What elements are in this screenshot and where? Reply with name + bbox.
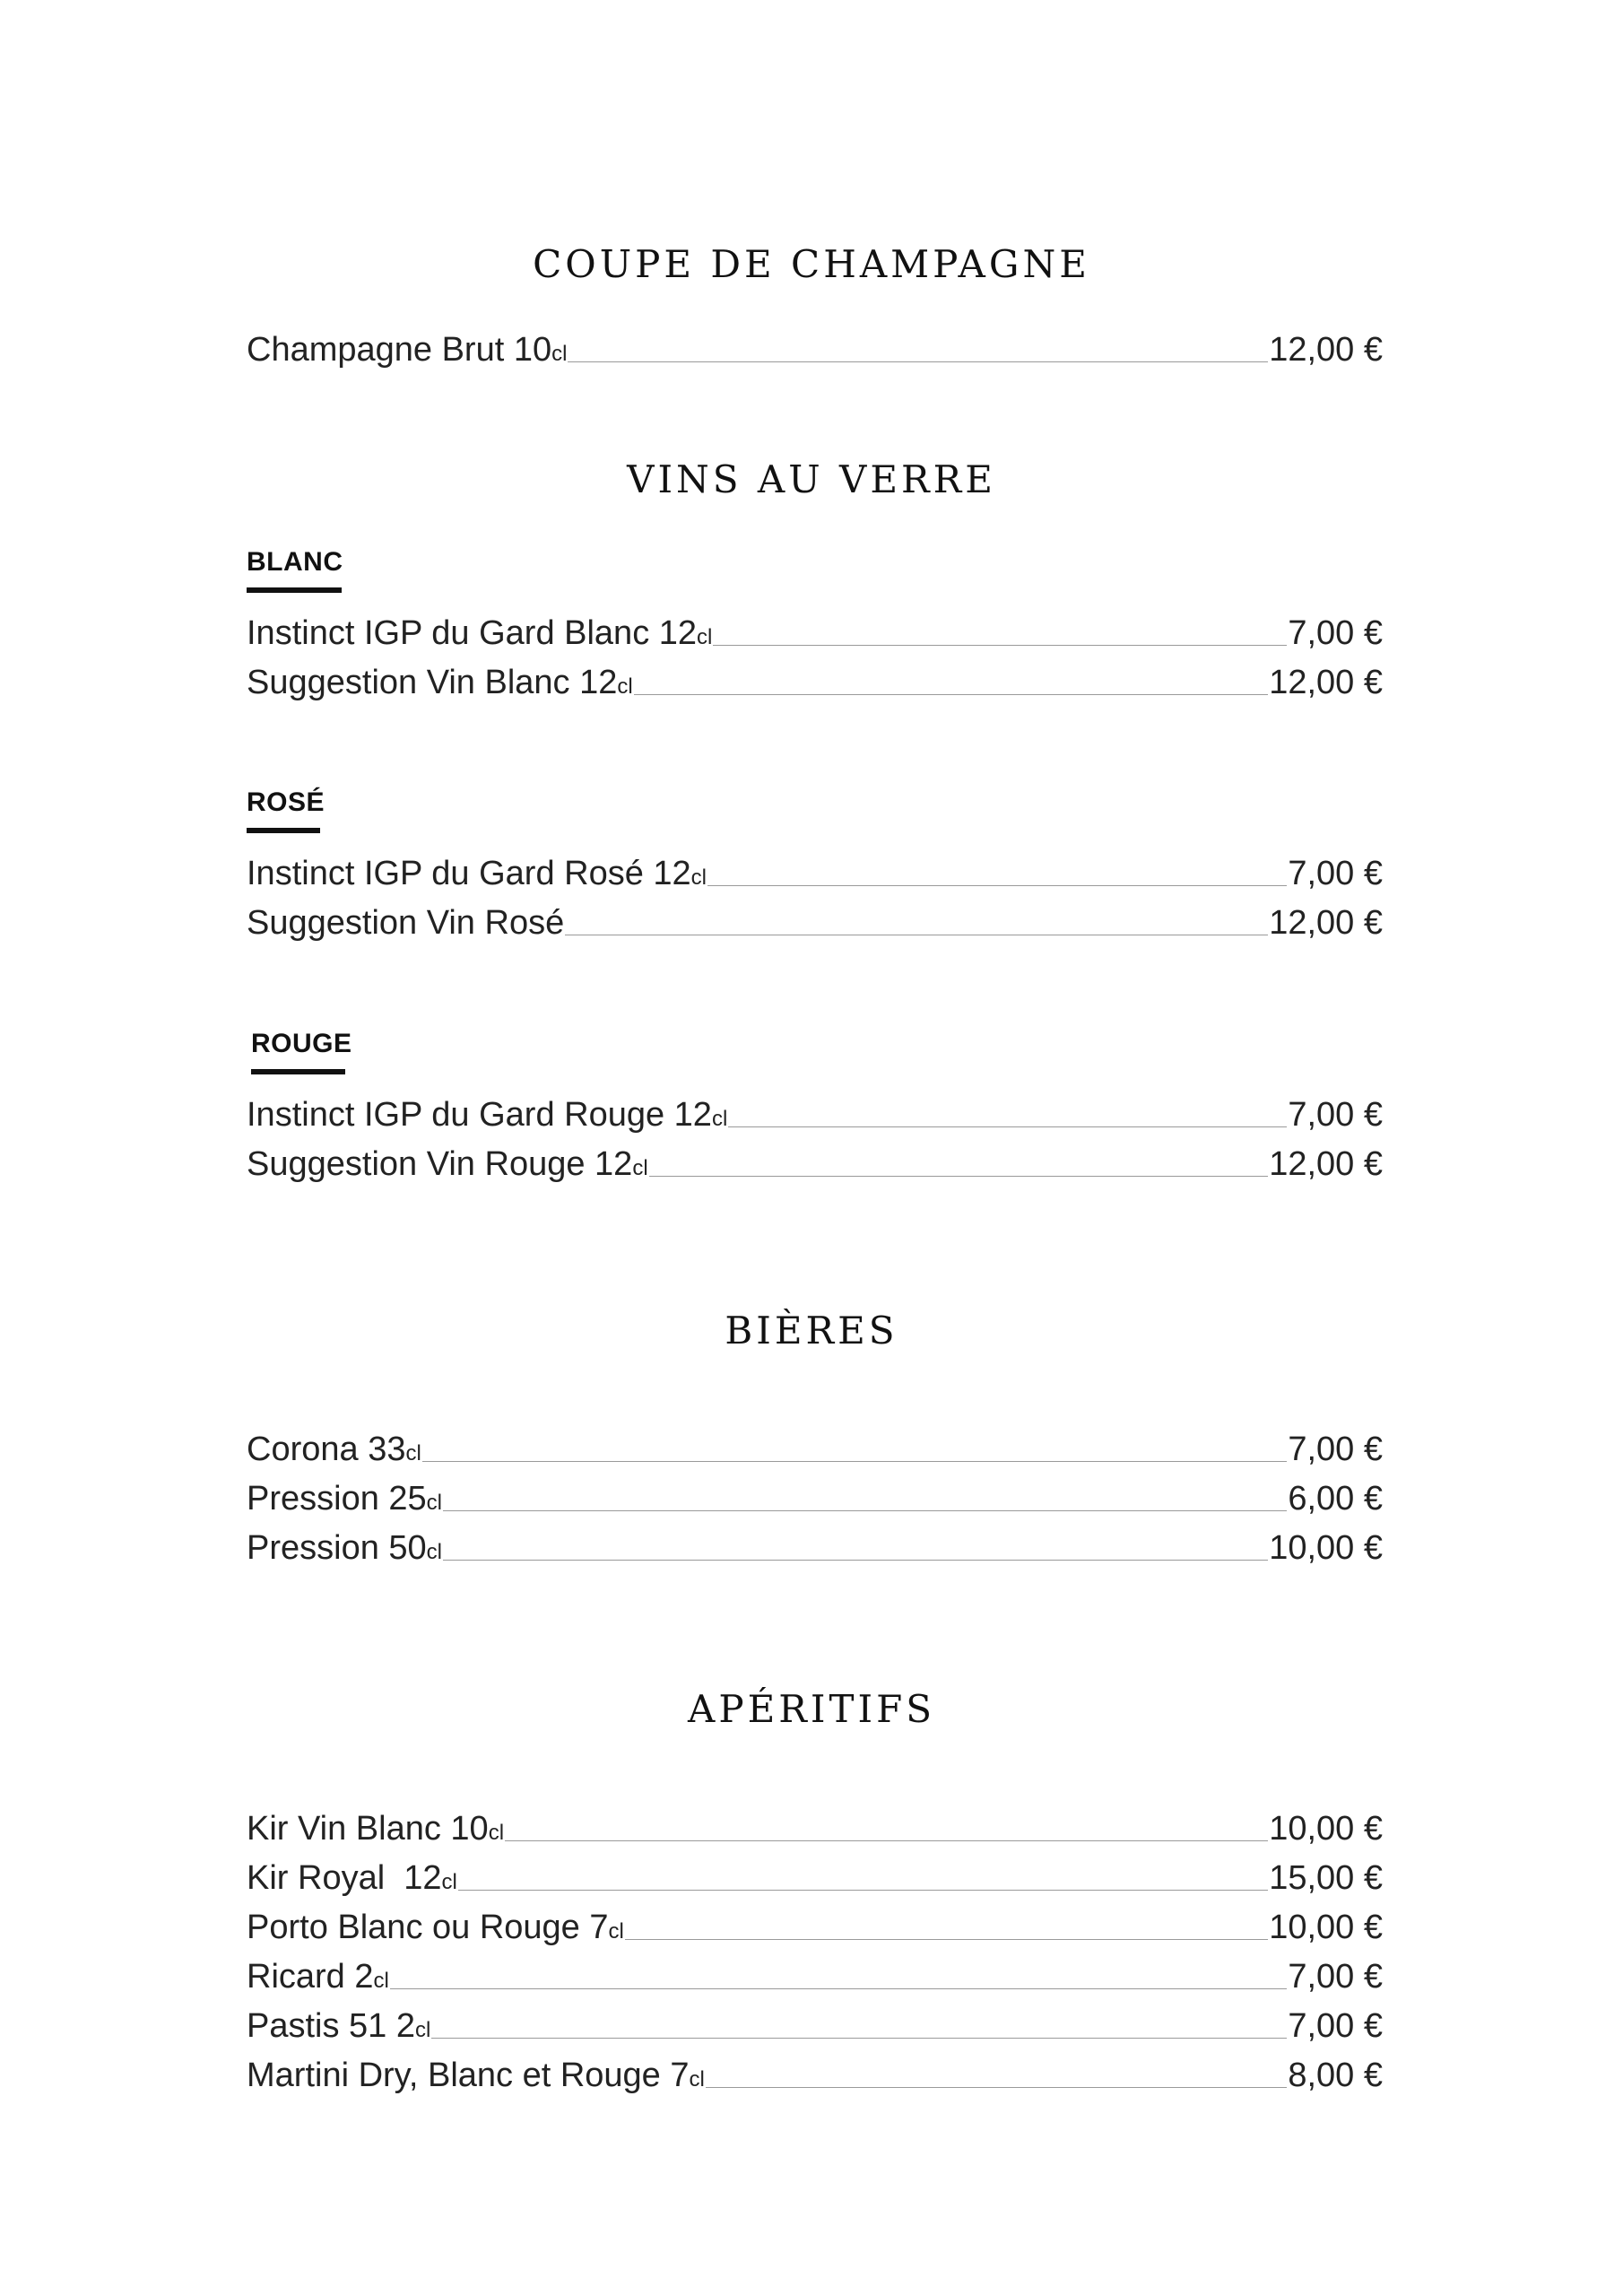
item-unit: cl bbox=[426, 1540, 443, 1564]
dot-leader bbox=[443, 1559, 1268, 1561]
item-unit: cl bbox=[689, 2067, 705, 2092]
dot-leader bbox=[707, 884, 1287, 886]
item-price: 10,00 € bbox=[1269, 1810, 1383, 1848]
category-label-rose: ROSÉ bbox=[247, 787, 325, 817]
menu-row bbox=[247, 1805, 1383, 1852]
menu-row bbox=[247, 1855, 1383, 1901]
item-unit: cl bbox=[632, 1156, 648, 1180]
item-unit: cl bbox=[608, 1919, 624, 1944]
category-label-rouge: ROUGE bbox=[251, 1029, 352, 1058]
menu-row bbox=[247, 610, 1383, 657]
item-unit: cl bbox=[441, 1870, 457, 1894]
menu-row bbox=[247, 900, 1383, 946]
item-name: Suggestion Vin Blanc 12 bbox=[247, 664, 618, 701]
category-label-blanc: BLANC bbox=[247, 547, 343, 577]
item-unit: cl bbox=[415, 2018, 431, 2042]
item-unit: cl bbox=[617, 674, 633, 699]
item-name: Suggestion Vin Rosé bbox=[247, 904, 565, 942]
dot-leader bbox=[458, 1889, 1268, 1891]
item-name: Pression 25 bbox=[247, 1480, 427, 1518]
dot-leader bbox=[625, 1938, 1268, 1940]
category-underline bbox=[247, 828, 320, 833]
item-unit: cl bbox=[697, 625, 713, 649]
item-name: Porto Blanc ou Rouge 7 bbox=[247, 1909, 609, 1946]
item-price: 8,00 € bbox=[1288, 2057, 1383, 2094]
section-title-aperitifs: APÉRITIFS bbox=[688, 1687, 935, 1731]
item-name: Instinct IGP du Gard Blanc 12 bbox=[247, 614, 698, 652]
item-unit: cl bbox=[711, 1107, 728, 1131]
item-price: 7,00 € bbox=[1288, 2007, 1383, 2045]
menu-row bbox=[247, 1141, 1383, 1187]
item-name: Pastis 51 2 bbox=[247, 2007, 415, 2045]
dot-leader bbox=[422, 1460, 1288, 1462]
item-price: 12,00 € bbox=[1269, 1145, 1383, 1183]
menu-row bbox=[247, 659, 1383, 706]
dot-leader bbox=[443, 1509, 1287, 1511]
section-title-vins: VINS AU VERRE bbox=[627, 457, 996, 501]
dot-leader bbox=[565, 934, 1268, 935]
item-price: 7,00 € bbox=[1288, 855, 1383, 892]
dot-leader bbox=[568, 361, 1268, 362]
menu-row bbox=[247, 1953, 1383, 2000]
item-price: 12,00 € bbox=[1269, 664, 1383, 701]
menu-row bbox=[247, 850, 1383, 897]
menu-row bbox=[247, 1904, 1383, 1951]
item-name: Champagne Brut 10 bbox=[247, 331, 552, 369]
menu-row bbox=[247, 1475, 1383, 1522]
menu-row bbox=[247, 2052, 1383, 2099]
item-name: Pression 50 bbox=[247, 1529, 427, 1567]
item-price: 7,00 € bbox=[1288, 1431, 1383, 1468]
item-name: Ricard 2 bbox=[247, 1958, 374, 1996]
dot-leader bbox=[706, 2086, 1288, 2088]
dot-leader bbox=[649, 1175, 1269, 1177]
category-underline bbox=[251, 1069, 345, 1074]
dot-leader bbox=[390, 1987, 1288, 1989]
item-unit: cl bbox=[690, 865, 707, 890]
section-title-bieres: BIÈRES bbox=[725, 1309, 898, 1352]
item-price: 12,00 € bbox=[1269, 331, 1383, 369]
item-name: Kir Vin Blanc 10 bbox=[247, 1810, 489, 1848]
menu-row bbox=[247, 1426, 1383, 1473]
item-name: Instinct IGP du Gard Rouge 12 bbox=[247, 1096, 712, 1134]
category-underline bbox=[247, 587, 342, 593]
item-unit: cl bbox=[551, 342, 568, 366]
item-price: 7,00 € bbox=[1288, 1096, 1383, 1134]
item-name: Instinct IGP du Gard Rosé 12 bbox=[247, 855, 691, 892]
item-price: 7,00 € bbox=[1288, 614, 1383, 652]
dot-leader bbox=[713, 644, 1287, 646]
section-title-champagne: COUPE DE CHAMPAGNE bbox=[533, 242, 1090, 286]
item-price: 6,00 € bbox=[1288, 1480, 1383, 1518]
item-price: 10,00 € bbox=[1269, 1909, 1383, 1946]
item-unit: cl bbox=[373, 1969, 389, 1993]
dot-leader bbox=[634, 693, 1268, 695]
dot-leader bbox=[728, 1126, 1287, 1127]
item-price: 12,00 € bbox=[1269, 904, 1383, 942]
menu-row bbox=[247, 326, 1383, 373]
item-price: 15,00 € bbox=[1269, 1859, 1383, 1897]
menu-row bbox=[247, 1091, 1383, 1138]
item-price: 10,00 € bbox=[1269, 1529, 1383, 1567]
item-name: Martini Dry, Blanc et Rouge 7 bbox=[247, 2057, 690, 2094]
dot-leader bbox=[505, 1839, 1268, 1841]
menu-row bbox=[247, 2003, 1383, 2049]
item-name: Corona 33 bbox=[247, 1431, 406, 1468]
item-unit: cl bbox=[426, 1491, 443, 1515]
item-unit: cl bbox=[488, 1821, 505, 1845]
item-name: Suggestion Vin Rouge 12 bbox=[247, 1145, 633, 1183]
menu-row bbox=[247, 1525, 1383, 1571]
dot-leader bbox=[431, 2037, 1287, 2039]
item-name: Kir Royal 12 bbox=[247, 1859, 442, 1897]
item-unit: cl bbox=[405, 1441, 421, 1465]
item-price: 7,00 € bbox=[1288, 1958, 1383, 1996]
